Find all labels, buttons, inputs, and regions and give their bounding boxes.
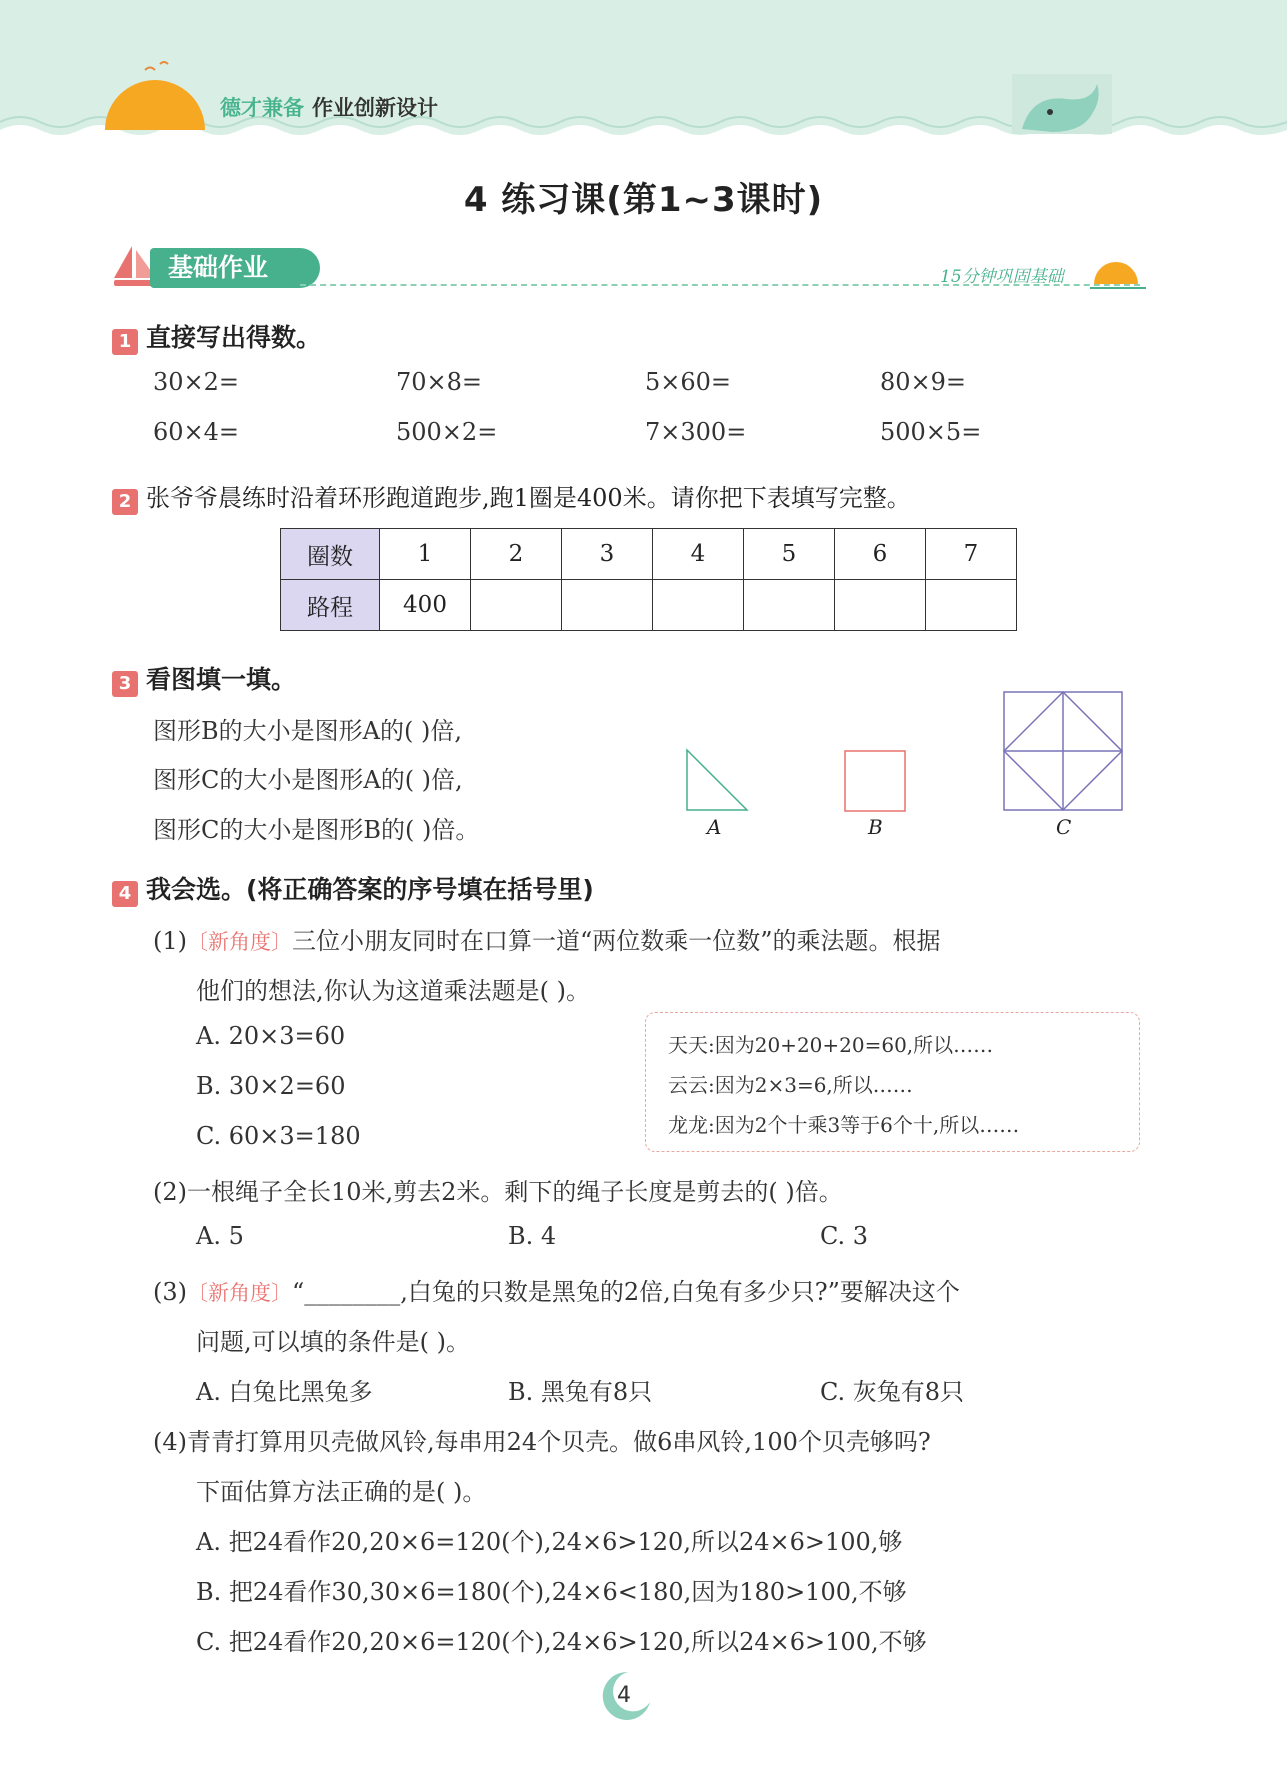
q4-p3-option[interactable]: A. 白兔比黑兔多 <box>196 1378 373 1406</box>
table-cell-blank[interactable] <box>835 580 926 631</box>
table-cell-blank[interactable] <box>926 580 1017 631</box>
page-number: 4 <box>617 1683 631 1708</box>
q4-heading <box>112 870 594 907</box>
figure-label-c: C <box>1056 815 1072 839</box>
distance-table <box>280 528 1017 631</box>
q4-p1-option[interactable]: A. 20×3=60 <box>196 1022 346 1050</box>
table-cell-blank[interactable] <box>562 580 653 631</box>
table-row <box>281 580 1017 631</box>
section-note: 15分钟巩固基础 <box>940 267 1064 287</box>
q4-p1-line2: 他们的想法,你认为这道乘法题是( )。 <box>196 977 590 1005</box>
brand-green: 德才兼备 <box>220 96 304 120</box>
q1-item: 60×4= <box>153 418 240 446</box>
q1-item: 30×2= <box>153 368 240 396</box>
table-cell: 7 <box>926 529 1017 580</box>
q4-p1-option[interactable]: B. 30×2=60 <box>196 1072 346 1100</box>
q4-p1-option[interactable]: C. 60×3=180 <box>196 1122 361 1150</box>
table-cell: 5 <box>744 529 835 580</box>
q1-item: 500×2= <box>396 418 498 446</box>
new-angle-tag: 〔新角度〕 <box>187 1281 292 1305</box>
q4-p3-line <box>153 1272 960 1307</box>
table-cell-blank[interactable] <box>744 580 835 631</box>
q2-heading <box>112 478 911 515</box>
q3-figures <box>680 688 1160 838</box>
figure-label-a: A <box>707 815 722 839</box>
square-shape-b <box>845 751 905 811</box>
q4-p1-text: 三位小朋友同时在口算一道“两位数乘一位数”的乘法题。根据 <box>292 927 941 955</box>
q3-number: 3 <box>112 671 138 697</box>
table-cell: 6 <box>835 529 926 580</box>
think-line: 龙龙:因为2个十乘3等于6个十,所以…… <box>668 1113 1020 1137</box>
q1-number: 1 <box>112 329 138 355</box>
think-line: 云云:因为2×3=6,所以…… <box>668 1073 913 1097</box>
q4-p3-line2: 问题,可以填的条件是( )。 <box>196 1328 470 1356</box>
q1-item: 5×60= <box>645 368 732 396</box>
q4-p4-option[interactable]: C. 把24看作20,20×6=120(个),24×6>120,所以24×6>100,不够 <box>196 1628 927 1656</box>
q4-p2-option[interactable]: C. 3 <box>820 1222 869 1250</box>
table-header-cell: 路程 <box>281 580 380 631</box>
table-row <box>281 529 1017 580</box>
brand-dark: 作业创新设计 <box>312 96 438 120</box>
q3-heading <box>112 660 296 697</box>
table-cell: 1 <box>380 529 471 580</box>
q3-line: 图形B的大小是图形A的( )倍, <box>153 717 462 745</box>
q3-title: 看图填一填。 <box>146 665 297 694</box>
q4-number: 4 <box>112 881 138 907</box>
q1-item: 7×300= <box>645 418 747 446</box>
think-line: 天天:因为20+20+20=60,所以…… <box>668 1033 994 1057</box>
table-cell-blank[interactable] <box>471 580 562 631</box>
table-cell: 3 <box>562 529 653 580</box>
q2-text: 张爷爷晨练时沿着环形跑道跑步,跑1圈是400米。请你把下表填写完整。 <box>146 484 911 512</box>
q1-heading <box>112 318 321 355</box>
brand-title <box>220 92 438 122</box>
q4-p4-option[interactable]: A. 把24看作20,20×6=120(个),24×6>120,所以24×6>100,够 <box>196 1528 903 1556</box>
q4-p3-option[interactable]: C. 灰兔有8只 <box>820 1378 965 1406</box>
q4-p1-line <box>153 921 941 956</box>
q4-p1-prefix: (1) <box>153 927 187 955</box>
q4-p4-option[interactable]: B. 把24看作30,30×6=180(个),24×6<180,因为180>100,不够 <box>196 1578 907 1606</box>
table-cell-blank[interactable] <box>653 580 744 631</box>
sun-logo-icon <box>100 60 210 130</box>
q4-p3-text: “________,白兔的只数是黑兔的2倍,白兔有多少只?”要解决这个 <box>292 1278 960 1306</box>
triangle-shape-a <box>687 750 747 810</box>
whale-icon <box>1012 74 1112 134</box>
q4-p2-text: (2)一根绳子全长10米,剪去2米。剩下的绳子长度是剪去的( )倍。 <box>153 1178 843 1206</box>
page-title: 4 练习课(第1~3课时) <box>463 180 824 220</box>
sunset-icon <box>1090 254 1150 294</box>
q3-line: 图形C的大小是图形B的( )倍。 <box>153 816 480 844</box>
q4-p2-option[interactable]: A. 5 <box>196 1222 244 1250</box>
table-cell: 2 <box>471 529 562 580</box>
q4-p3-option[interactable]: B. 黑兔有8只 <box>508 1378 653 1406</box>
section-label: 基础作业 <box>150 248 320 288</box>
table-header-cell: 圈数 <box>281 529 380 580</box>
q1-item: 500×5= <box>880 418 982 446</box>
q4-p4-line2: 下面估算方法正确的是( )。 <box>196 1478 487 1506</box>
q3-line: 图形C的大小是图形A的( )倍, <box>153 766 463 794</box>
q4-p4-text: (4)青青打算用贝壳做风铃,每串用24个贝壳。做6串风铃,100个贝壳够吗? <box>153 1428 931 1456</box>
q1-item: 80×9= <box>880 368 967 396</box>
q2-number: 2 <box>112 489 138 515</box>
table-cell: 4 <box>653 529 744 580</box>
q4-title: 我会选。(将正确答案的序号填在括号里) <box>146 875 594 904</box>
q4-p3-prefix: (3) <box>153 1278 187 1306</box>
new-angle-tag: 〔新角度〕 <box>187 930 292 954</box>
q1-item: 70×8= <box>396 368 483 396</box>
q4-p2-option[interactable]: B. 4 <box>508 1222 557 1250</box>
figure-label-b: B <box>868 815 883 839</box>
q1-title: 直接写出得数。 <box>146 323 322 352</box>
table-cell: 400 <box>380 580 471 631</box>
thinking-box <box>645 1012 1140 1152</box>
